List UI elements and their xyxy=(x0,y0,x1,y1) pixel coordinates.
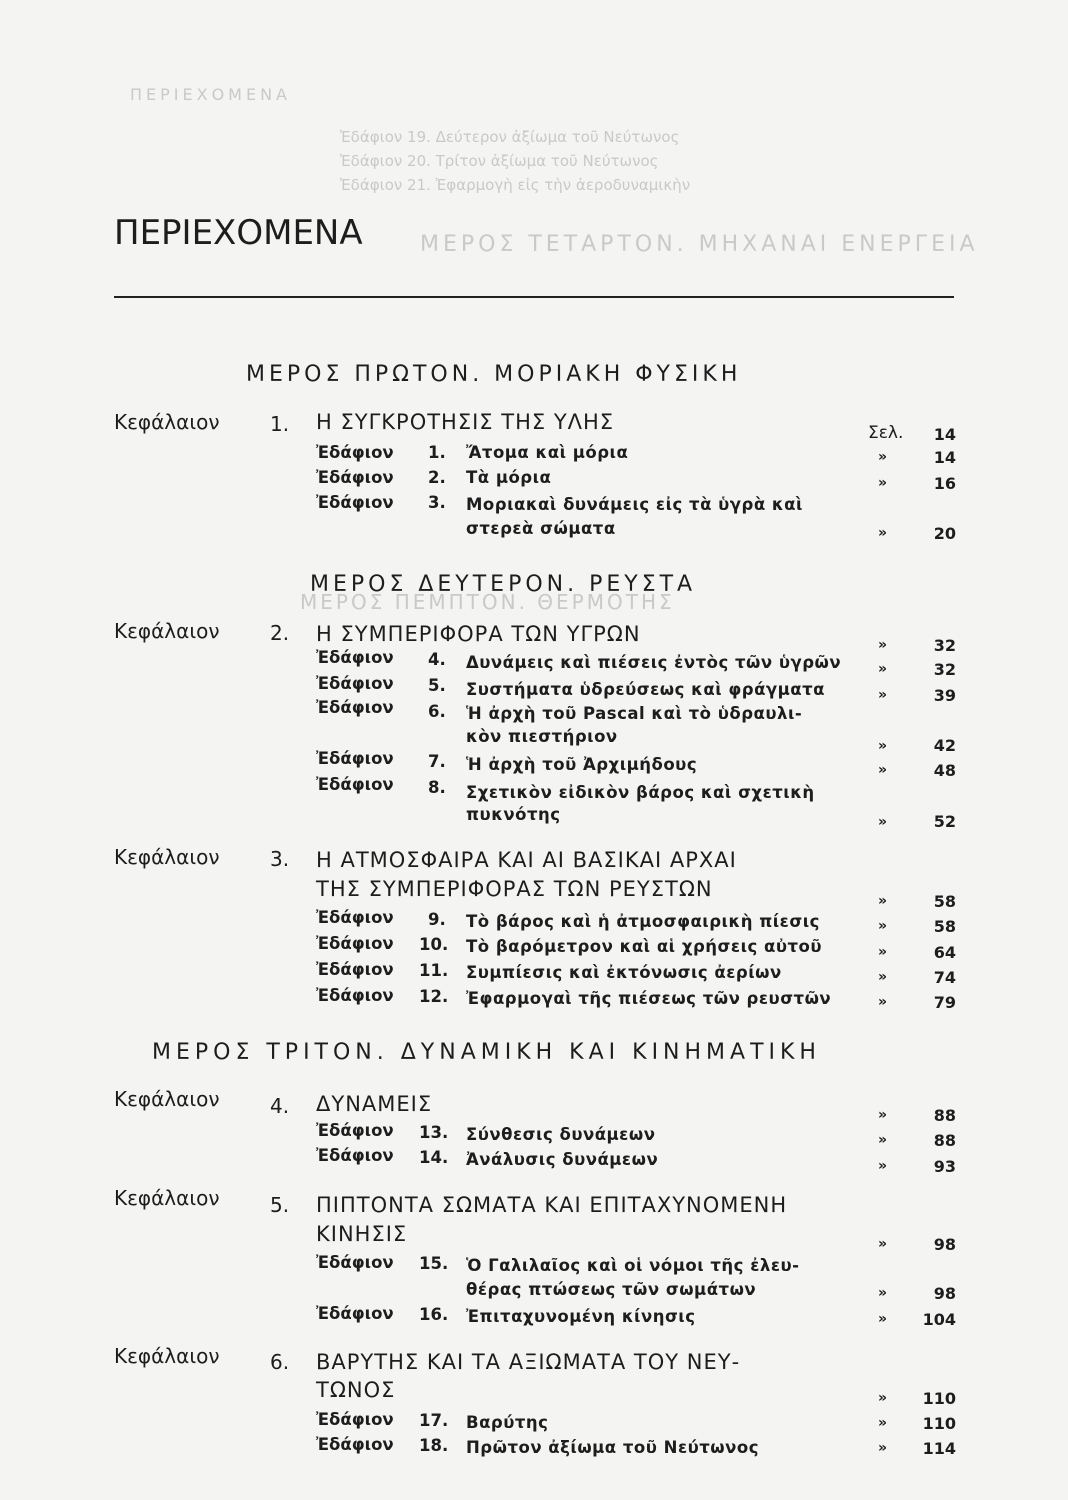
bleed-through-text: Ἐδάφιον 20. Τρίτον ἀξίωμα τοῦ Νεύτωνος xyxy=(340,152,659,170)
ditto-mark: » xyxy=(878,944,888,960)
chapter-title-continued: ΚΙΝΗΣΙΣ xyxy=(316,1222,408,1246)
chapter-title: Η ΑΤΜΟΣΦΑΙΡΑ ΚΑΙ ΑΙ ΒΑΣΙΚΑΙ ΑΡΧΑΙ xyxy=(316,848,737,872)
chapter-label: Κεφάλαιον xyxy=(114,1344,220,1368)
ditto-mark: » xyxy=(878,1311,888,1327)
ditto-mark: » xyxy=(878,661,888,677)
ditto-mark: » xyxy=(878,1415,888,1431)
section-title-continued: κὸν πιεστήριον xyxy=(466,727,618,746)
section-label: Ἐδάφιον xyxy=(316,1121,394,1140)
ditto-mark: » xyxy=(878,1132,888,1148)
section-title: Ἀνάλυσις δυνάμεων xyxy=(466,1150,659,1169)
page-number: 93 xyxy=(933,1157,956,1176)
section-number: 1. xyxy=(428,443,446,462)
section-number: 17. xyxy=(419,1411,449,1430)
chapter-title: Η ΣΥΜΠΕΡΙΦΟΡΑ ΤΩΝ ΥΓΡΩΝ xyxy=(316,622,641,646)
section-number: 2. xyxy=(428,468,446,487)
page-number: 32 xyxy=(933,660,956,679)
section-number: 15. xyxy=(419,1254,449,1273)
ditto-mark: » xyxy=(878,1440,888,1456)
section-label: Ἐδάφιον xyxy=(316,1146,394,1165)
ditto-mark: » xyxy=(878,637,888,653)
section-label: Ἐδάφιον xyxy=(316,749,394,768)
chapter-title: Η ΣΥΓΚΡΟΤΗΣΙΣ ΤΗΣ ΥΛΗΣ xyxy=(316,410,615,434)
ditto-mark: » xyxy=(878,814,888,830)
chapter-title-continued: ΤΩΝΟΣ xyxy=(316,1378,396,1402)
section-title: Δυνάμεις καὶ πιέσεις ἐντὸς τῶν ὑγρῶν xyxy=(466,653,842,672)
section-number: 10. xyxy=(419,935,449,954)
section-label: Ἐδάφιον xyxy=(316,908,394,927)
page-number: 98 xyxy=(933,1284,956,1303)
page-number: 64 xyxy=(933,943,956,962)
page-number: 16 xyxy=(933,474,956,493)
page-number: 110 xyxy=(922,1414,956,1433)
chapter-label: Κεφάλαιον xyxy=(114,410,220,434)
ditto-mark: » xyxy=(878,762,888,778)
section-number: 12. xyxy=(419,987,449,1006)
section-label: Ἐδάφιον xyxy=(316,698,394,717)
chapter-label: Κεφάλαιον xyxy=(114,1186,220,1210)
chapter-number: 5. xyxy=(270,1193,290,1217)
section-label: Ἐδάφιον xyxy=(316,960,394,979)
section-label: Ἐδάφιον xyxy=(316,934,394,953)
section-number: 6. xyxy=(428,702,446,721)
section-title: Συμπίεσις καὶ ἐκτόνωσις ἀερίων xyxy=(466,963,782,982)
section-title: Ἄτομα καὶ μόρια xyxy=(466,443,629,462)
bleed-through-text: Ἐδάφιον 21. Ἐφαρμογὴ εἰς τὴν ἀεροδυναμικὴν xyxy=(340,176,691,194)
section-number: 8. xyxy=(428,778,446,797)
chapter-title-continued: ΤΗΣ ΣΥΜΠΕΡΙΦΟΡΑΣ ΤΩΝ ΡΕΥΣΤΩΝ xyxy=(316,877,713,901)
section-label: Ἐδάφιον xyxy=(316,1435,394,1454)
page-number: 52 xyxy=(933,812,956,831)
section-label: Ἐδάφιον xyxy=(316,493,394,512)
section-title: Σχετικὸν εἰδικὸν βάρος καὶ σχετικὴ xyxy=(466,783,815,802)
section-label: Ἐδάφιον xyxy=(316,1410,394,1429)
section-label: Ἐδάφιον xyxy=(316,468,394,487)
chapter-title: ΔΥΝΑΜΕΙΣ xyxy=(316,1092,433,1116)
page-number: 114 xyxy=(922,1439,956,1458)
section-number: 13. xyxy=(419,1123,449,1142)
ditto-mark: » xyxy=(878,687,888,703)
page-number: 32 xyxy=(933,636,956,655)
section-number: 18. xyxy=(419,1436,449,1455)
section-title: Πρῶτον ἀξίωμα τοῦ Νεύτωνος xyxy=(466,1438,760,1457)
page-number: 104 xyxy=(922,1310,956,1329)
chapter-number: 2. xyxy=(270,621,290,645)
section-label: Ἐδάφιον xyxy=(316,674,394,693)
page-number: 58 xyxy=(933,892,956,911)
section-number: 14. xyxy=(419,1148,449,1167)
section-title: Τὰ μόρια xyxy=(466,468,552,487)
chapter-title: ΒΑΡΥΤΗΣ ΚΑΙ ΤΑ ΑΞΙΩΜΑΤΑ ΤΟΥ ΝΕΥ- xyxy=(316,1350,741,1374)
ditto-mark: » xyxy=(878,1285,888,1301)
section-number: 9. xyxy=(428,910,446,929)
page-number: 14 xyxy=(933,425,956,444)
section-title: Ἡ ἀρχὴ τοῦ Ἀρχιμήδους xyxy=(466,755,698,774)
section-title: Τὸ βαρόμετρον καὶ αἱ χρήσεις αὐτοῦ xyxy=(466,937,823,956)
section-title: Ὁ Γαλιλαῖος καὶ οἱ νόμοι τῆς ἐλευ- xyxy=(466,1256,800,1275)
section-label: Ἐδάφιον xyxy=(316,443,394,462)
part-heading: ΜΕΡΟΣ ΠΡΩΤΟΝ. ΜΟΡΙΑΚΗ ΦΥΣΙΚΗ xyxy=(246,362,742,387)
ditto-mark: » xyxy=(878,449,888,465)
page-title: ΠΕΡΙΕΧΟΜΕΝΑ xyxy=(114,213,363,253)
page-number: 39 xyxy=(933,686,956,705)
chapter-label: Κεφάλαιον xyxy=(114,619,220,643)
ditto-mark: » xyxy=(878,918,888,934)
section-title: Ἐπιταχυνομένη κίνησις xyxy=(466,1307,696,1326)
section-title: Μοριακαὶ δυνάμεις εἰς τὰ ὑγρὰ καὶ xyxy=(466,495,803,514)
ditto-mark: » xyxy=(878,525,888,541)
section-title: Τὸ βάρος καὶ ἡ ἀτμοσφαιρικὴ πίεσις xyxy=(466,912,820,931)
section-label: Ἐδάφιον xyxy=(316,1253,394,1272)
section-label: Ἐδάφιον xyxy=(316,1304,394,1323)
section-label: Ἐδάφιον xyxy=(316,648,394,667)
page-number: 88 xyxy=(933,1106,956,1125)
section-number: 5. xyxy=(428,676,446,695)
page-number: 58 xyxy=(933,917,956,936)
bleed-through-text: ΜΕΡΟΣ ΠΕΜΠΤΟΝ. ΘΕΡΜΟΤΗΣ xyxy=(300,590,675,614)
chapter-number: 4. xyxy=(270,1094,290,1118)
ditto-mark: » xyxy=(878,893,888,909)
page-number: 88 xyxy=(933,1131,956,1150)
page-number: 98 xyxy=(933,1235,956,1254)
ditto-mark: » xyxy=(878,1107,888,1123)
part-heading: ΜΕΡΟΣ ΤΡΙΤΟΝ. ΔΥΝΑΜΙΚΗ ΚΑΙ ΚΙΝΗΜΑΤΙΚΗ xyxy=(152,1040,821,1065)
part-heading: ΜΕΡΟΣ ΔΕΥΤΕΡΟΝ. ΡΕΥΣΤΑ xyxy=(310,572,697,597)
ditto-mark: » xyxy=(878,475,888,491)
page-column-label: Σελ. xyxy=(868,423,904,443)
section-number: 3. xyxy=(428,493,446,512)
page-number: 42 xyxy=(933,736,956,755)
section-title: Συστήματα ὑδρεύσεως καὶ φράγματα xyxy=(466,680,826,699)
section-number: 7. xyxy=(428,752,446,771)
section-title-continued: θέρας πτώσεως τῶν σωμάτων xyxy=(466,1280,757,1299)
page-number: 110 xyxy=(922,1389,956,1408)
title-divider xyxy=(114,296,954,298)
bleed-through-text: ΜΕΡΟΣ ΤΕΤΑΡΤΟΝ. ΜΗΧΑΝΑΙ ΕΝΕΡΓΕΙΑ xyxy=(420,232,979,257)
section-label: Ἐδάφιον xyxy=(316,986,394,1005)
ditto-mark: » xyxy=(878,1236,888,1252)
ditto-mark: » xyxy=(878,1158,888,1174)
ditto-mark: » xyxy=(878,994,888,1010)
section-number: 11. xyxy=(419,961,449,980)
section-title: Σύνθεσις δυνάμεων xyxy=(466,1125,656,1144)
chapter-number: 6. xyxy=(270,1350,290,1374)
section-number: 16. xyxy=(419,1305,449,1324)
page-number: 20 xyxy=(933,524,956,543)
ditto-mark: » xyxy=(878,1390,888,1406)
section-title-continued: πυκνότης xyxy=(466,805,561,824)
section-title: Ἐφαρμογαὶ τῆς πιέσεως τῶν ρευστῶν xyxy=(466,989,832,1008)
bleed-through-text: ΠΕΡΙΕΧΟΜΕΝΑ xyxy=(130,85,291,104)
chapter-title: ΠΙΠΤΟΝΤΑ ΣΩΜΑΤΑ ΚΑΙ ΕΠΙΤΑΧΥΝΟΜΕΝΗ xyxy=(316,1193,788,1217)
ditto-mark: » xyxy=(878,738,888,754)
section-label: Ἐδάφιον xyxy=(316,775,394,794)
page-number: 74 xyxy=(933,968,956,987)
chapter-number: 3. xyxy=(270,847,290,871)
page-number: 79 xyxy=(933,993,956,1012)
section-number: 4. xyxy=(428,650,446,669)
ditto-mark: » xyxy=(878,969,888,985)
chapter-label: Κεφάλαιον xyxy=(114,845,220,869)
page-number: 14 xyxy=(933,448,956,467)
section-title: Βαρύτης xyxy=(466,1413,549,1432)
chapter-number: 1. xyxy=(270,412,290,436)
chapter-label: Κεφάλαιον xyxy=(114,1087,220,1111)
bleed-through-text: Ἐδάφιον 19. Δεύτερον ἀξίωμα τοῦ Νεύτωνος xyxy=(340,128,680,146)
section-title-continued: στερεὰ σώματα xyxy=(466,519,616,538)
section-title: Ἡ ἀρχὴ τοῦ Pascal καὶ τὸ ὑδραυλι- xyxy=(466,704,803,723)
page-number: 48 xyxy=(933,761,956,780)
